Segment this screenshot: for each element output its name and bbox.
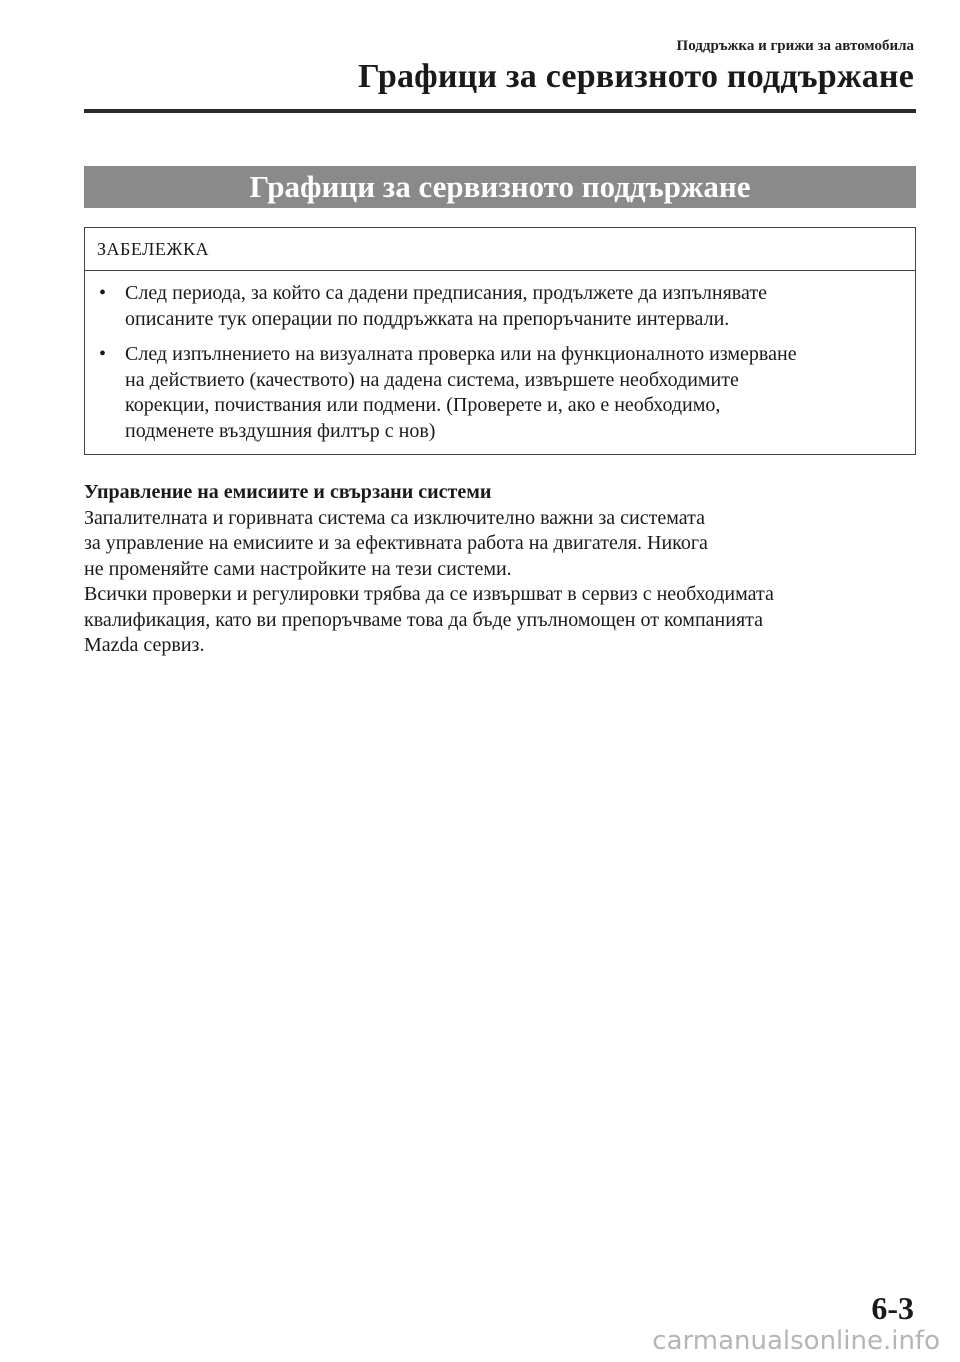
text-line: Mazda сервиз. <box>84 634 205 656</box>
note-item-text <box>125 281 903 332</box>
text-line: След периода, за който са дадени предписания, продължете да изпълнявате <box>125 282 767 304</box>
running-head: Поддръжка и грижи за автомобила <box>676 38 914 54</box>
body-paragraph <box>84 506 916 659</box>
note-body <box>85 271 915 454</box>
text-line: Запалителната и горивната система са изключително важни за системата <box>84 506 705 529</box>
subheading: Управление на емисиите и свързани системи <box>84 481 492 503</box>
text-line: не променяйте сами настройките на тези системи. <box>84 557 512 580</box>
note-item <box>97 281 903 332</box>
section-banner: Графици за сервизното поддържане <box>84 166 916 208</box>
note-item <box>97 342 903 444</box>
text-line: квалификация, като ви препоръчваме това да бъде упълномощен от компанията <box>84 608 764 631</box>
note-heading: ЗАБЕЛЕЖКА <box>85 228 915 271</box>
body-section <box>84 480 916 659</box>
page-number: 6-3 <box>871 1290 914 1326</box>
text-line: Всички проверки и регулировки трябва да се извършват в сервиз с необходимата <box>84 583 774 605</box>
header-divider <box>84 109 916 113</box>
text-line: за управление на емисиите и за ефективната работа на двигателя. Никога <box>84 532 708 554</box>
bullet-icon: • <box>99 343 107 365</box>
watermark[interactable]: carmanualsonline.info <box>652 1326 940 1356</box>
text-line: След изпълнението на визуалната проверка или на функционалното измерване <box>125 343 797 365</box>
text-line: на действието (качеството) на дадена система, извършете необходимите <box>125 368 739 391</box>
page-title: Графици за сервизното поддържане <box>358 58 914 95</box>
note-box <box>84 227 916 455</box>
text-line: описаните тук операции по поддръжката на препоръчаните интервали. <box>125 307 730 330</box>
note-item-text <box>125 342 903 444</box>
text-line: корекции, почиствания или подмени. (Проверете и, ако е необходимо, <box>125 394 721 416</box>
text-line: подменете въздушния филтър с нов) <box>125 419 436 442</box>
bullet-icon: • <box>99 282 107 304</box>
